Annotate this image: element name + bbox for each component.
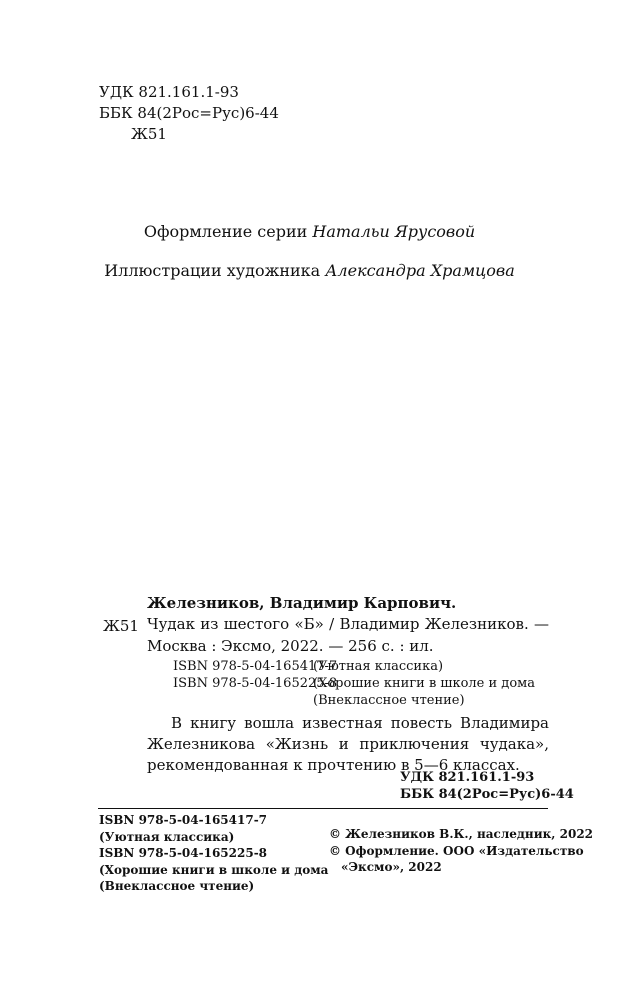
udk-code: УДК 821.161.1-93	[99, 83, 239, 101]
record-author-mark: Ж51	[103, 617, 139, 635]
illustrations-credit	[0, 261, 619, 280]
classification-codes	[99, 82, 279, 145]
isbn-row-continued	[173, 692, 535, 709]
isbn-series: (Уютная классика)	[313, 659, 444, 674]
copyright-block	[329, 826, 593, 876]
footer-isbn-line: ISBN 978-5-04-165417-7	[99, 813, 268, 827]
footer-isbn-line: (Уютная классика)	[99, 829, 235, 844]
bbk-code: ББК 84(2Рос=Рус)6-44	[99, 104, 279, 122]
annotation: В книгу вошла известная повесть Владимира Железникова «Жизнь и приключения чудака», рекомендованная к прочтению в 5—6 классах.	[147, 714, 549, 774]
record-udk: УДК 821.161.1-93	[400, 770, 535, 785]
footer-isbn-block	[99, 812, 328, 895]
divider-line	[98, 808, 548, 809]
illustrator-name: Александра Храмцова	[325, 261, 515, 280]
isbn-number: ISBN 978-5-04-165225-8	[173, 676, 338, 691]
series-design-credit	[0, 222, 619, 241]
footer-isbn-line: (Внеклассное чтение)	[99, 879, 255, 893]
isbn-series: (Хорошие книги в школе и дома	[313, 676, 536, 691]
isbn-list	[173, 658, 535, 709]
isbn-row	[173, 658, 535, 675]
series-designer-name: Натальи Ярусовой	[312, 222, 476, 241]
isbn-number: ISBN 978-5-04-165417-7	[173, 659, 338, 674]
copyright-line: © Железников В.К., наследник, 2022	[329, 827, 594, 841]
copyright-line: © Оформление. ООО «Издательство	[329, 843, 584, 858]
series-design-prefix: Оформление серии	[143, 222, 313, 241]
isbn-series: (Внеклассное чтение)	[313, 693, 465, 708]
copyright-line: «Эксмо», 2022	[341, 860, 442, 874]
record-bbk: ББК 84(2Рос=Рус)6-44	[400, 787, 574, 802]
bibliographic-description: Чудак из шестого «Б» / Владимир Железников. — Москва : Эксмо, 2022. — 256 с. : ил.	[147, 615, 549, 655]
author-mark: Ж51	[131, 125, 167, 143]
illustrations-prefix: Иллюстрации художника	[104, 261, 326, 280]
footer-isbn-line: (Хорошие книги в школе и дома	[99, 862, 329, 877]
record-classification-codes	[400, 769, 574, 803]
author-heading: Железников, Владимир Карпович.	[147, 594, 457, 612]
footer-isbn-line: ISBN 978-5-04-165225-8	[99, 846, 268, 860]
isbn-row	[173, 675, 535, 692]
